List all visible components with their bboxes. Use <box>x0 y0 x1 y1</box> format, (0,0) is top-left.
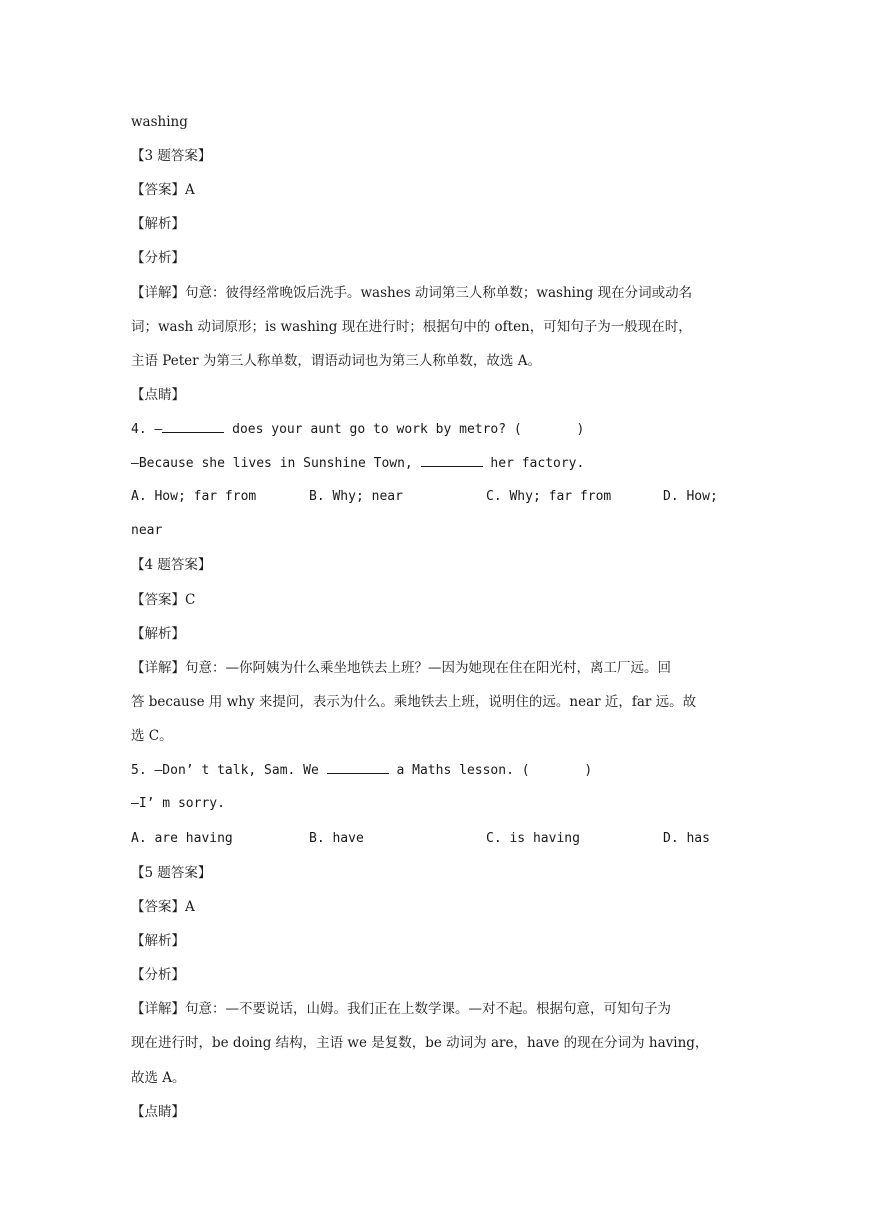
q5-detail-line-1: 【详解】句意：—不要说话，山姆。我们正在上数学课。—对不起。根据句意，可知句子为 <box>131 1001 671 1017</box>
q3-detail-line-3: 主语 Peter 为第三人称单数，谓语动词也为第三人称单数，故选 A。 <box>131 353 541 369</box>
q5-option-d: D. has <box>663 831 710 846</box>
q4-answer-heading: 【4 题答案】 <box>131 557 212 573</box>
question-5 <box>131 760 592 781</box>
question-4-reply <box>131 453 584 474</box>
q3-detail-line-2: 词；wash 动词原形；is washing 现在进行时；根据句中的 often，可知句子为一般现在时， <box>131 319 692 335</box>
q4-option-a: A. How; far from <box>131 489 257 504</box>
question-5-reply: —I’ m sorry. <box>131 796 225 811</box>
q4-analysis-heading: 【解析】 <box>131 626 185 642</box>
q5-answer: 【答案】A <box>131 899 195 915</box>
q3-analysis-heading: 【解析】 <box>131 216 185 232</box>
q5-analysis-heading: 【解析】 <box>131 933 185 949</box>
q5-fenxi-heading: 【分析】 <box>131 967 185 983</box>
q4-text-suffix: does your aunt go to work by metro? ( ) <box>224 422 585 437</box>
question-4 <box>131 419 584 440</box>
q5-dianjing-heading: 【点睛】 <box>131 1104 185 1120</box>
q5-blank <box>327 760 389 774</box>
q5-detail-line-2: 现在进行时，be doing 结构，主语 we 是复数，be 动词为 are，have 的现在分词为 having， <box>131 1035 709 1051</box>
q5-detail-line-3: 故选 A。 <box>131 1070 186 1086</box>
q4-reply-prefix: —Because she lives in Sunshine Town, <box>131 456 421 471</box>
q4-blank-2 <box>421 453 483 467</box>
q3-dianjing-heading: 【点睛】 <box>131 387 185 403</box>
q4-detail-line-2: 答 because 用 why 来提问，表示为什么。乘地铁去上班，说明住的远。near 近，far 远。故 <box>131 694 697 710</box>
q4-reply-suffix: her factory. <box>482 456 585 471</box>
q3-fenxi-heading: 【分析】 <box>131 250 185 266</box>
q4-option-d: D. How; <box>663 489 718 504</box>
q4-option-c: C. Why; far from <box>486 489 612 504</box>
q4-detail-line-1: 【详解】句意：—你阿姨为什么乘坐地铁去上班？—因为她现在住在阳光村，离工厂远。回 <box>131 660 671 676</box>
q5-text-prefix: 5. —Don’ t talk, Sam. We <box>131 763 327 778</box>
q4-option-b: B. Why; near <box>309 489 403 504</box>
q5-option-a: A. are having <box>131 831 233 846</box>
q5-text-suffix: a Maths lesson. ( ) <box>388 763 593 778</box>
q3-answer: 【答案】A <box>131 182 195 198</box>
q5-option-c: C. is having <box>486 831 580 846</box>
q4-text-prefix: 4. — <box>131 422 163 437</box>
q5-option-b: B. have <box>309 831 364 846</box>
q5-answer-heading: 【5 题答案】 <box>131 865 212 881</box>
q4-detail-line-3: 选 C。 <box>131 728 173 744</box>
q3-detail-line-1: 【详解】句意：彼得经常晚饭后洗手。washes 动词第三人称单数；washing 现在分词或动名 <box>131 285 693 301</box>
q4-option-d-continued: near <box>131 523 163 538</box>
answer-word: washing <box>131 114 188 130</box>
q3-answer-heading: 【3 题答案】 <box>131 148 212 164</box>
q4-answer: 【答案】C <box>131 592 196 608</box>
q4-blank-1 <box>162 419 224 433</box>
